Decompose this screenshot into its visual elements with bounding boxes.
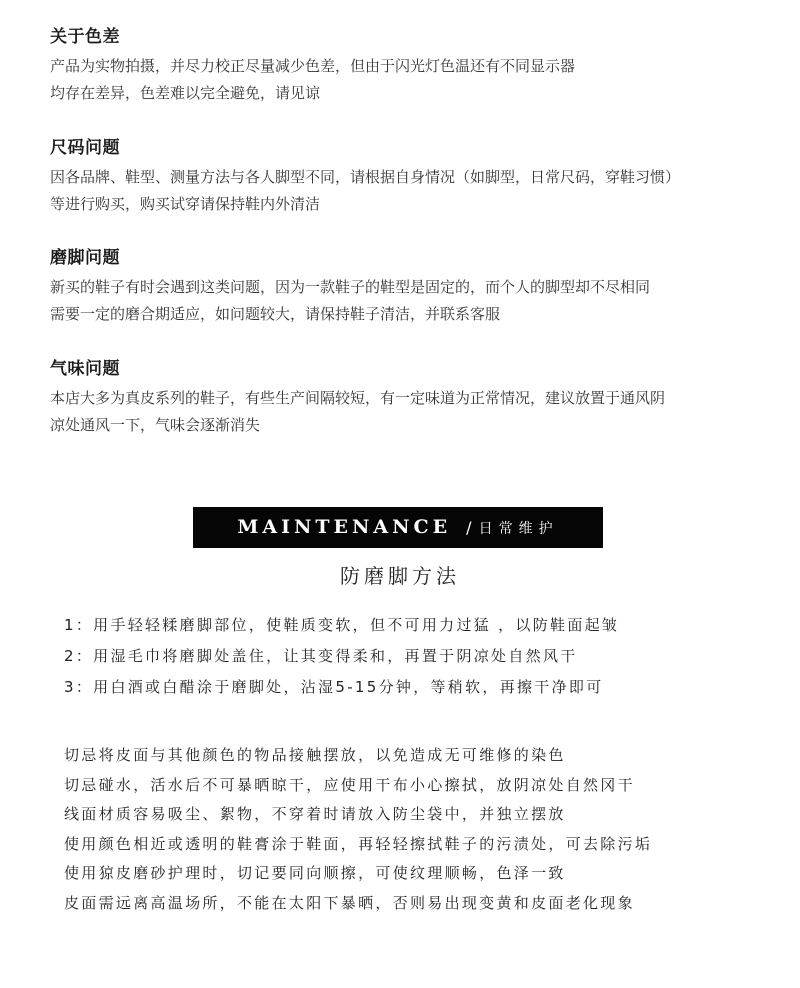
step-item: 1：用手轻轻糅磨脚部位，使鞋质变软，但不可用力过猛 ，以防鞋面起皱 (64, 616, 620, 634)
section-title: 关于色差 (50, 27, 120, 47)
section-line: 因各品牌、鞋型、测量方法与各人脚型不同，请根据自身情况（如脚型，日常尺码，穿鞋习惯） (50, 168, 681, 186)
care-item: 皮面需远离高温场所，不能在太阳下暴晒，否则易出现变黄和皮面老化现象 (64, 893, 635, 912)
section-line: 产品为实物拍摄，并尽力校正尽量减少色差，但由于闪光灯色温还有不同显示器 (50, 57, 576, 75)
section-title: 气味问题 (50, 359, 120, 379)
section-line: 凉处通风一下，气味会逐渐消失 (50, 416, 261, 434)
section-foot-rubbing (50, 245, 770, 328)
care-item: 使用颜色相近或透明的鞋膏涂于鞋面，再轻轻擦拭鞋子的污渍处，可去除污垢 (64, 834, 653, 853)
banner-slash: / (466, 518, 474, 537)
section-odor (50, 356, 770, 439)
care-item: 线面材质容易吸尘、絮物，不穿着时请放入防尘袋中，并独立摆放 (64, 805, 566, 823)
steps-list (64, 610, 784, 703)
care-list (64, 741, 784, 918)
section-line: 需要一定的磨合期适应，如问题较大，请保持鞋子清洁，并联系客服 (50, 305, 501, 323)
section-size (50, 135, 770, 218)
section-title: 磨脚问题 (50, 248, 120, 268)
care-item: 切忌碰水，活水后不可暴晒晾干，应使用干布小心擦拭，放阴凉处自然冈干 (64, 775, 635, 794)
section-line: 均存在差异，色差难以完全避免，请见谅 (50, 84, 321, 102)
method-title: 防磨脚方法 (340, 564, 460, 588)
section-line: 本店大多为真皮系列的鞋子，有些生产间隔较短，有一定味道为正常情况，建议放置于通风阴 (50, 389, 666, 407)
care-item: 切忌将皮面与其他颜色的物品接触摆放，以免造成无可维修的染色 (64, 746, 566, 764)
banner-english-title: MAINTENANCE (237, 516, 452, 538)
banner-chinese-title: 日常维护 (478, 521, 559, 537)
section-color-difference (50, 24, 770, 107)
care-item: 使用猄皮磨砂护理时，切记要同向顺擦，可使纹理顺畅，色泽一致 (64, 864, 566, 882)
step-item: 3：用白酒或白醋涂于磨脚处，沾湿5-15分钟，等稍软，再擦干净即可 (64, 678, 604, 696)
section-line: 等进行购买，购买试穿请保持鞋内外清洁 (50, 195, 321, 213)
maintenance-banner (193, 507, 603, 548)
section-line: 新买的鞋子有时会遇到这类问题，因为一款鞋子的鞋型是固定的，而个人的脚型却不尽相同 (50, 278, 651, 296)
step-item: 2：用湿毛巾将磨脚处盖住，让其变得柔和，再置于阴凉处自然风干 (64, 647, 578, 665)
section-title: 尺码问题 (50, 138, 120, 158)
